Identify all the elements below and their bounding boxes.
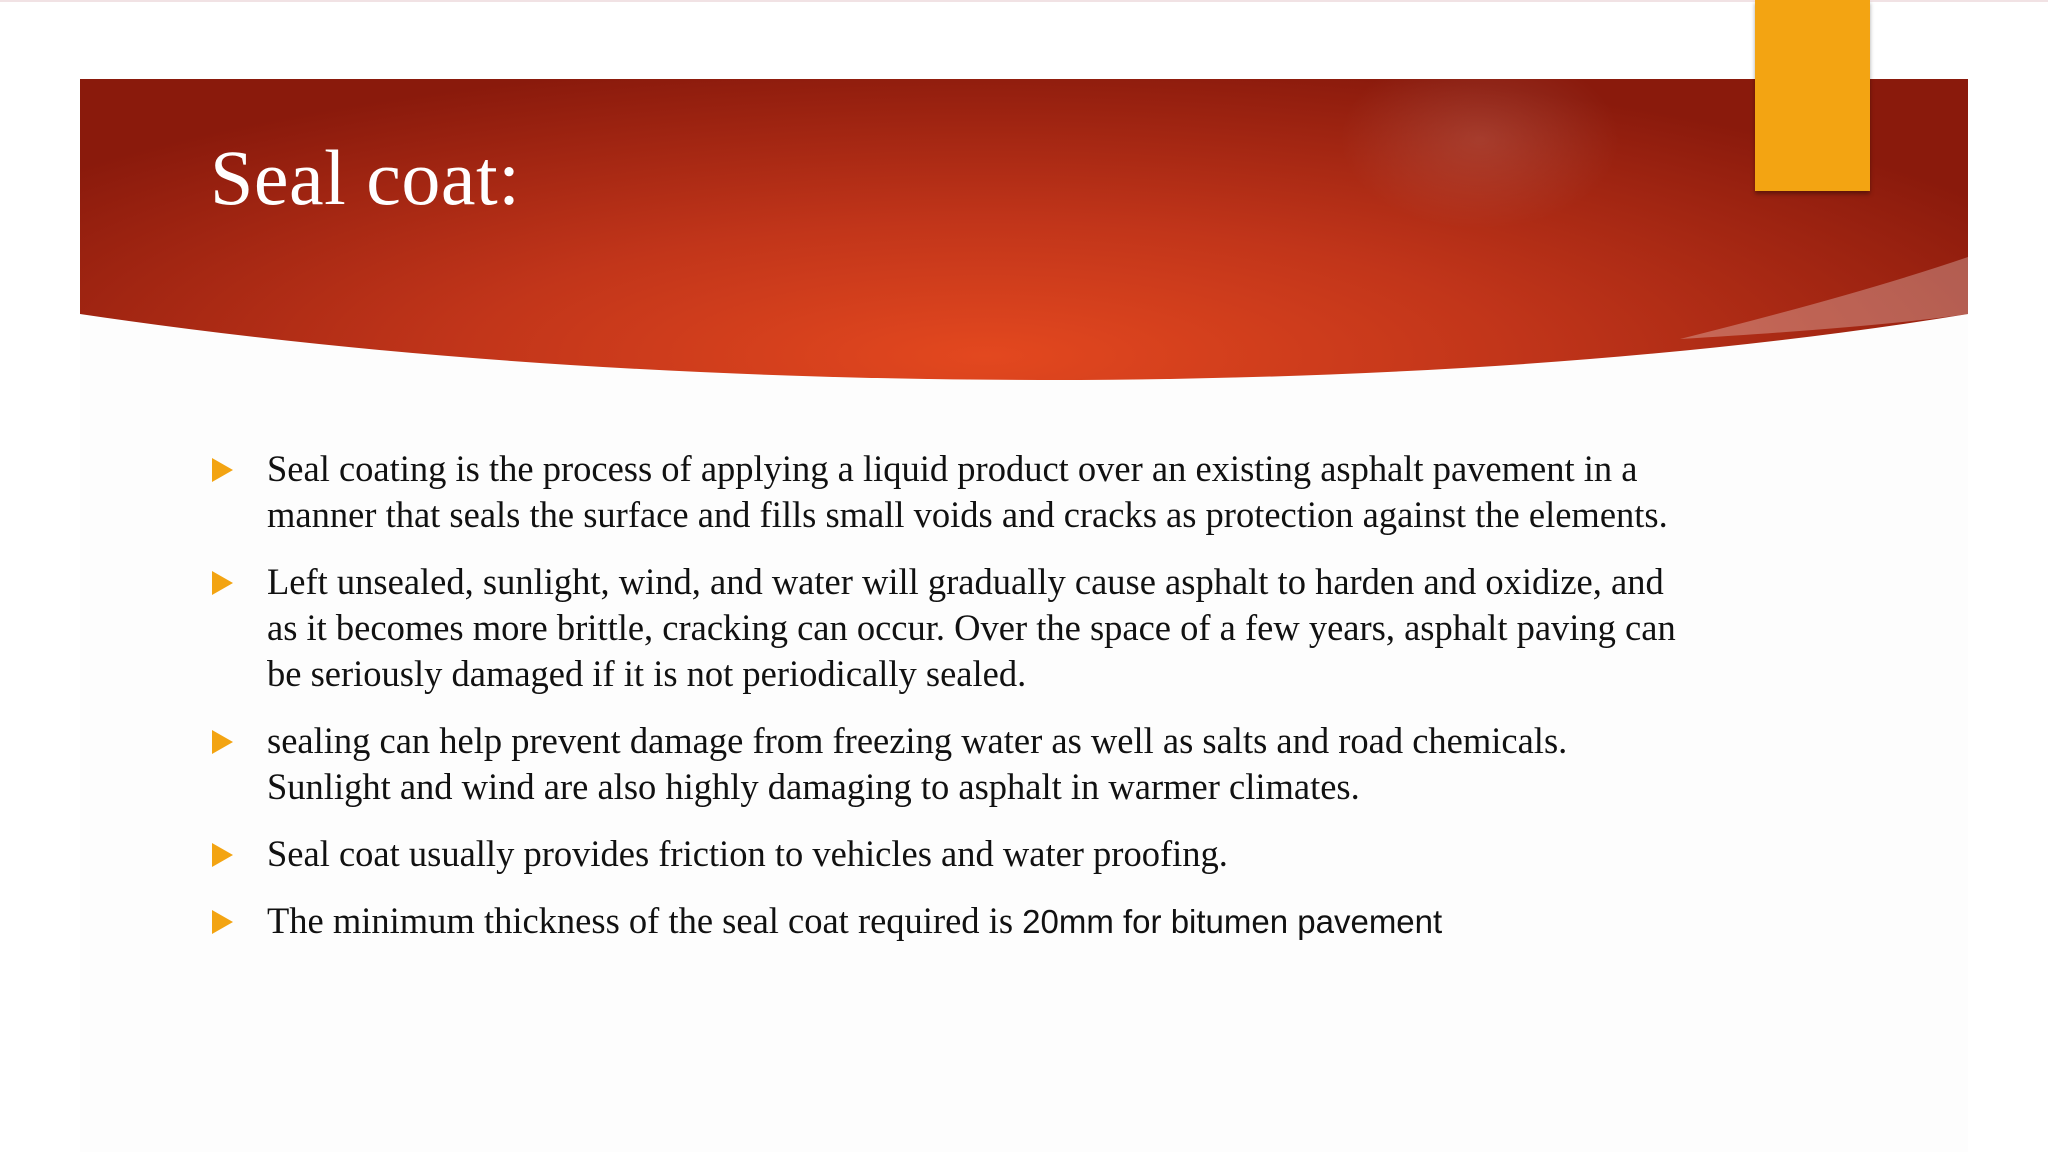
bullet-text: sealing can help prevent damage from freezing water as well as salts and road chemicals. Sunlight and wind are also highly damaging to asphalt in warmer climates.: [267, 720, 1568, 807]
bullet-item: [210, 718, 1690, 810]
triangle-bullet-icon: [212, 843, 233, 867]
bullet-text-serif: The minimum thickness of the seal coat required is: [267, 900, 1023, 941]
bullet-item: [210, 831, 1690, 877]
bullet-text: Seal coat usually provides friction to vehicles and water proofing.: [267, 833, 1228, 874]
triangle-bullet-icon: [212, 458, 233, 482]
bullet-item: [210, 446, 1690, 538]
bullet-item: [210, 559, 1690, 697]
triangle-bullet-icon: [212, 730, 233, 754]
triangle-bullet-icon: [212, 910, 233, 934]
bullet-item: [210, 898, 1690, 945]
slide-title: Seal coat:: [210, 134, 521, 221]
bullet-text-sans: 20mm for bitumen pavement: [1022, 903, 1443, 940]
bullet-list: [210, 446, 1690, 966]
title-banner: [80, 79, 1968, 381]
bullet-text: Seal coating is the process of applying a liquid product over an existing asphalt pavement in a manner that seals the surface and fills small voids and cracks as protection against the elements.: [267, 448, 1668, 535]
triangle-bullet-icon: [212, 571, 233, 595]
banner-shape: [80, 79, 1968, 381]
bullet-text: Left unsealed, sunlight, wind, and water will gradually cause asphalt to harden and oxidize, and as it becomes more brittle, cracking can occur. Over the space of a few years, asphalt paving can be seriously damaged if it is not periodically sealed.: [267, 561, 1676, 694]
top-border-line: [0, 0, 2048, 2]
accent-tab: [1755, 0, 1870, 191]
bullet-text: [267, 900, 1442, 941]
